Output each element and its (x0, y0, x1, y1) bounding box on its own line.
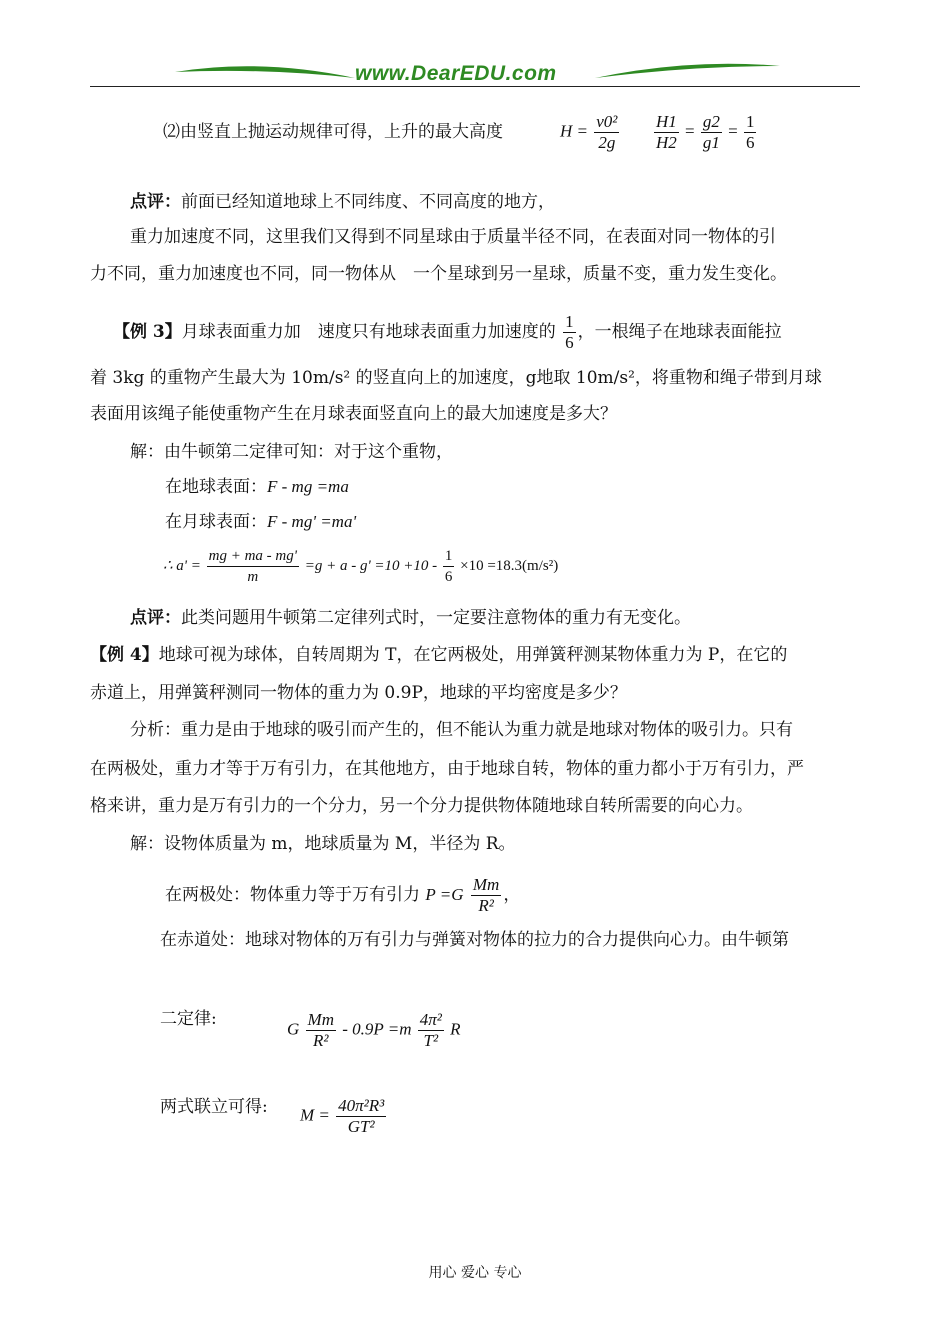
numerator: Mm (307, 1010, 334, 1029)
text-line-20 (160, 928, 789, 952)
numerator: Mm (472, 875, 500, 894)
text-segment: 在两极处，重力才等于万有引力，在其他地方，由于地球自转，物体的重力都小于万有引力，严 (90, 759, 804, 779)
text-segment: 着 3kg 的重物产生最大为 10m/s² 的竖直向上的加速度，g地取 10m/s²，将重物和绳子带到月球 (90, 368, 822, 388)
text-segment: 解：设物体质量为 m，地球质量为 M，半径为 R。 (130, 834, 516, 854)
formula-earth-mass (300, 1096, 388, 1137)
denominator: 6 (565, 333, 574, 352)
fraction (443, 546, 455, 587)
fraction (744, 112, 757, 153)
text-segment: 在月球表面： (165, 512, 267, 532)
equals-sign: = (685, 121, 695, 141)
formula-part: ×10 =18.3(m/s²) (460, 557, 559, 574)
text-line-16 (90, 757, 804, 781)
text-segment: 分析：重力是由于地球的吸引而产生的，但不能认为重力就是地球对物体的吸引力。只有 (130, 720, 793, 740)
example-4-statement (90, 643, 787, 667)
denominator: g1 (702, 133, 720, 152)
denominator: GT² (347, 1117, 375, 1136)
text-segment: ，一根绳子在地球表面能拉 (577, 322, 782, 342)
text-line-poles (165, 875, 520, 916)
formula-max-height (560, 112, 621, 153)
text-segment: 月球表面重力加 速度只有地球表面重力加速度的 (181, 322, 556, 342)
text-line-6 (90, 366, 822, 390)
formula-part: ∴ a' = (163, 557, 201, 574)
numerator: 1 (565, 312, 574, 331)
formula-equator (287, 1010, 461, 1051)
fraction (418, 1010, 444, 1051)
fraction (336, 1096, 386, 1137)
formula-part: R (450, 1019, 461, 1039)
text-segment: 赤道上，用弹簧秤测同一物体的重力为 0.9P，地球的平均密度是多少？ (90, 683, 627, 703)
text-line-22 (160, 1095, 268, 1119)
fraction (654, 112, 679, 153)
text-line-3 (130, 225, 776, 249)
text-line-14 (90, 681, 627, 705)
text-line-15 (130, 718, 793, 742)
formula-moon-acceleration (163, 546, 558, 587)
formula-part: H = (560, 121, 588, 141)
text-segment: 地球可视为球体，自转周期为 T，在它两极处，用弹簧秤测某物体重力为 P，在它的 (158, 645, 788, 665)
numerator: H1 (656, 112, 677, 131)
numerator: 4π² (419, 1010, 442, 1029)
text-segment: 在地球表面： (165, 477, 267, 497)
denominator: H2 (656, 133, 677, 152)
formula-part: M = (300, 1105, 330, 1125)
fraction (471, 875, 501, 916)
denominator: 2g (598, 133, 616, 152)
text-segment: 重力加速度不同，这里我们又得到不同星球由于质量半径不同，在表面对同一物体的引 (130, 227, 776, 247)
text-line-earth-surface (165, 475, 349, 499)
fraction (306, 1010, 336, 1051)
text-line-comment-1 (130, 190, 555, 214)
numerator: 40π²R³ (338, 1096, 385, 1115)
formula-part: P =G (425, 885, 464, 904)
text-segment: 前面已经知道地球上不同纬度、不同高度的地方， (181, 192, 555, 212)
comment-label: 点评： (130, 192, 181, 212)
text-line-1 (163, 120, 503, 144)
formula-part: F - mg' =ma' (267, 512, 357, 531)
text-segment: 解：由牛顿第二定律可知：对于这个重物， (130, 442, 453, 462)
text-segment: 二定律: (160, 1009, 217, 1029)
formula-height-ratio (652, 112, 758, 153)
fraction (207, 546, 299, 587)
text-line-comment-2 (130, 606, 691, 630)
header-rule (90, 86, 860, 87)
fraction (701, 112, 722, 153)
numerator: mg + ma - mg' (207, 546, 299, 567)
fraction (563, 312, 576, 353)
text-segment: 在两极处：物体重力等于万有引力 (165, 885, 420, 905)
text-segment: 在赤道处：地球对物体的万有引力与弹簧对物体的拉力的合力提供向心力。由牛顿第 (160, 930, 789, 950)
text-segment: 格来讲，重力是万有引力的一个分力，另一个分力提供物体随地球自转所需要的向心力。 (90, 796, 753, 816)
text-segment: ⑵由竖直上抛运动规律可得，上升的最大高度 (163, 122, 503, 142)
numerator: 1 (443, 546, 455, 567)
formula-part: F - mg =ma (267, 477, 349, 496)
text-line-8 (130, 440, 453, 464)
text-segment: 力不同，重力加速度也不同，同一物体从 一个星球到另一星球，质量不变，重力发生变化。 (90, 264, 787, 284)
text-line-4 (90, 262, 787, 286)
numerator: v0² (596, 112, 618, 131)
example-label: 【例 3】 (113, 322, 182, 342)
formula-part: - 0.9P =m (342, 1019, 412, 1039)
denominator: T² (423, 1031, 439, 1050)
text-segment: 两式联立可得: (160, 1097, 268, 1117)
text-segment: ， (503, 885, 521, 905)
formula-part: G (287, 1019, 300, 1039)
text-segment: 此类问题用牛顿第二定律列式时，一定要注意物体的重力有无变化。 (181, 608, 691, 628)
equals-sign: = (728, 121, 738, 141)
denominator: 6 (745, 133, 755, 152)
denominator: m (247, 569, 259, 585)
formula-part: =g + a - g' =10 +10 - (304, 557, 438, 574)
site-logo-text[interactable]: www.DearEDU.com (355, 62, 557, 85)
text-segment: 表面用该绳子能使重物产生在月球表面竖直向上的最大加速度是多大？ (90, 404, 617, 424)
numerator: 1 (745, 112, 755, 131)
text-line-7 (90, 402, 617, 426)
denominator: R² (478, 896, 494, 915)
text-line-18 (130, 832, 516, 856)
comment-label: 点评： (130, 608, 181, 628)
numerator: g2 (702, 112, 720, 131)
denominator: 6 (444, 569, 453, 585)
fraction (594, 112, 619, 153)
example-3-statement (113, 312, 782, 353)
example-label: 【例 4】 (90, 645, 159, 665)
page-footer: 用心 爱心 专心 (428, 1265, 522, 1281)
text-line-17 (90, 794, 753, 818)
text-line-21 (160, 1007, 217, 1031)
text-line-moon-surface (165, 510, 356, 534)
denominator: R² (313, 1031, 329, 1050)
